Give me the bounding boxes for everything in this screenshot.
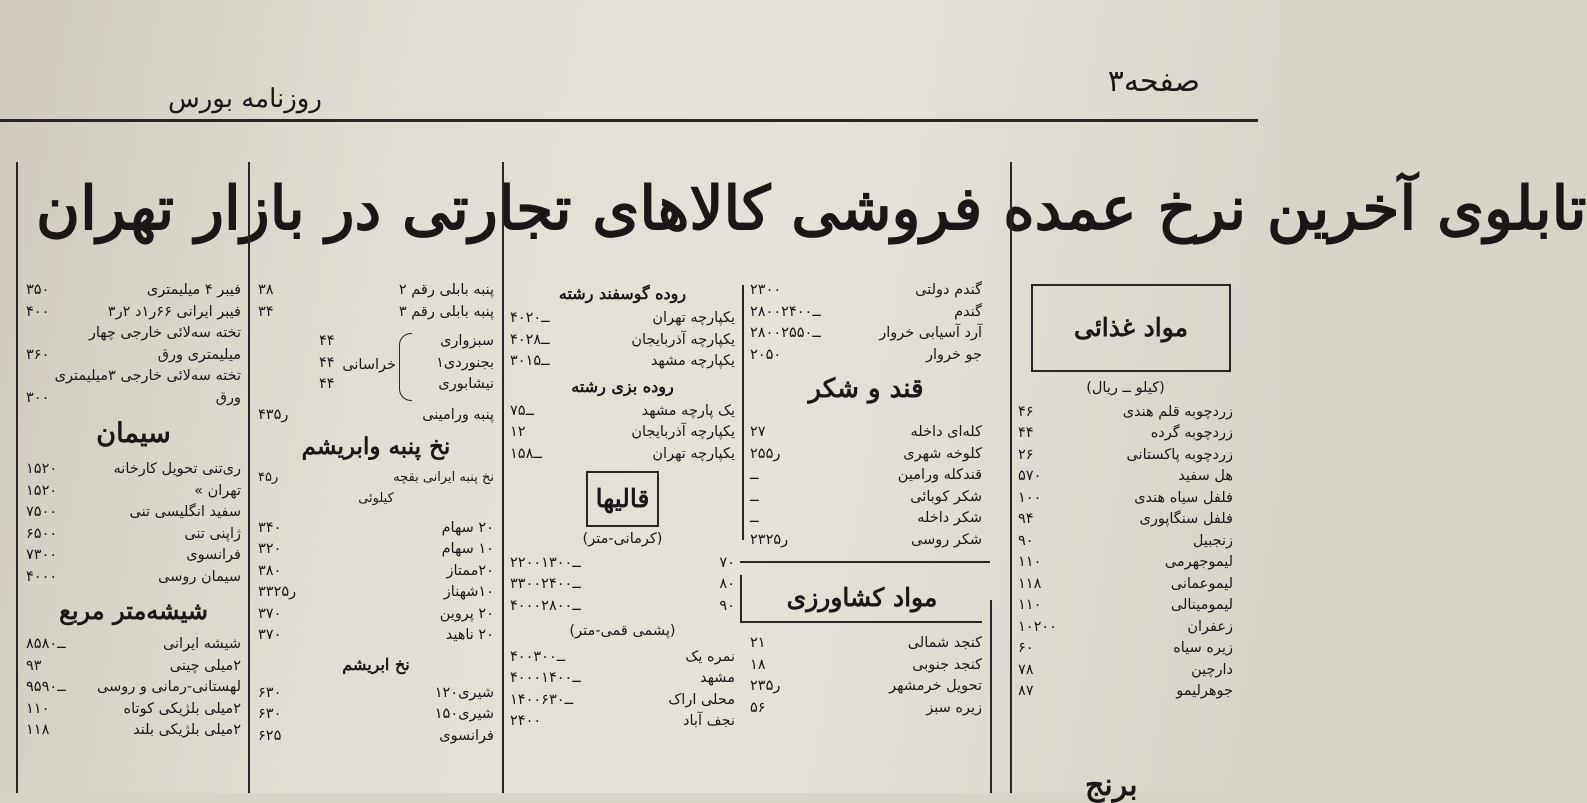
item-price: ۳۶۰ (26, 346, 50, 363)
item-name: ۲۰ ناهید (445, 627, 494, 643)
item-name: ۲میلی بلژیکی بلند (133, 722, 241, 738)
item-name: فیبر ایرانی ۶۶ر۱د ۲ر۳ (107, 303, 241, 320)
item-price: ۱۵ــ۸ (510, 445, 542, 462)
item-price: ۱۱۰ (26, 700, 50, 717)
sugar-list (750, 422, 982, 551)
item-price: ۱۱۸ (1018, 575, 1042, 592)
item-price: ۱۰۰ (1018, 489, 1042, 506)
item-price: ۴۶ (1018, 403, 1034, 420)
newspaper-name: روزنامه بورس (168, 84, 322, 114)
item-price: ــ (750, 510, 759, 526)
item-name: کنجد شمالی (907, 635, 982, 651)
item-name: پنبه ورامینی (422, 407, 494, 423)
item-price: ۹۰ (1018, 532, 1034, 549)
yarn-title: نخ پنبه وابریشم (301, 432, 451, 460)
yarn-subtitle-price: ۴ر۵ (258, 469, 279, 485)
price-row (510, 401, 735, 423)
price-row (1018, 488, 1233, 510)
item-name: یکپارچه تهران (652, 445, 735, 462)
column-divider (248, 162, 250, 793)
cement-list (26, 459, 241, 588)
grain-list (750, 280, 982, 366)
item-price: ۴۳ر۵ (258, 407, 289, 423)
price-row (26, 720, 241, 742)
price-row (750, 508, 982, 530)
item-name: سبزواری (440, 333, 494, 349)
price-row (26, 345, 241, 367)
item-name: کنجد جنوبی (912, 656, 982, 673)
item-price: ۳۳۲ر۵ (258, 584, 297, 600)
price-row (1018, 445, 1233, 467)
item-name: مشهد (700, 670, 735, 686)
price-row (258, 704, 494, 726)
item-name: شکر کوبائی (910, 488, 982, 505)
price-row (258, 405, 494, 427)
next-section-fragment: برنج (1085, 768, 1138, 803)
item-name: یکپارچه تهران (652, 310, 735, 326)
item-price: ۴۴ (319, 354, 335, 371)
price-row (1018, 552, 1233, 574)
price-row (1018, 660, 1233, 682)
price-row (510, 422, 735, 444)
item-price: ۳۳۰۰ــ۲۴۰۰ (510, 576, 581, 592)
item-price: ۱۸ (750, 656, 766, 673)
item-price: ۲۳ر۲۵ (750, 531, 789, 548)
item-price: ۱۱۸ (26, 722, 50, 738)
yarn-subtitle: نخ پنبه ایرانی بقچه (393, 469, 494, 485)
item-name: بجنوردی۱ (436, 354, 494, 371)
item-price: ۱۰۲۰۰ (1018, 618, 1057, 635)
price-row (258, 518, 494, 540)
item-name: تخته سه‌لائی خارجی ۳میلیمتری (54, 368, 241, 384)
item-price: ۳۲۰ (258, 541, 282, 557)
yarn-unit: کیلوئی (358, 491, 394, 506)
item-name: پنبه بابلی رقم ۳ (398, 303, 494, 320)
item-name: ۲میلی بلژیکی کوتاه (123, 700, 241, 717)
item-price: ــ (750, 467, 759, 483)
agriculture-list (750, 633, 982, 719)
item-price: ۱۵۲۰ (26, 461, 58, 477)
cotton-column (258, 280, 494, 747)
item-price: ۳۵۰ (26, 282, 50, 298)
price-row (750, 698, 982, 720)
price-row (1018, 595, 1233, 617)
goat-casing-title: روده بزی رشته (571, 376, 674, 396)
item-price: ۴۴ (1018, 425, 1034, 441)
cotton-list (258, 280, 494, 323)
kerman-carpet-unit: (کرمانی-متر) (582, 531, 663, 547)
item-price: ۱۱۰ (1018, 554, 1042, 570)
price-row (510, 308, 735, 330)
item-price: ۲۴۰۰ (510, 713, 542, 729)
item-name: ژاپنی تنی (184, 525, 241, 542)
item-name: فیبر ۴ میلیمتری (146, 282, 241, 298)
price-row (510, 596, 735, 618)
price-row (258, 625, 494, 647)
item-price: ۱۴۰۰ــ۶۳۰ (510, 691, 574, 708)
item-price: ۲۲۰۰ــ۱۳۰۰ (510, 554, 581, 571)
building-column (26, 280, 241, 742)
price-row (26, 502, 241, 524)
price-row (1018, 509, 1233, 531)
item-price: ۲۵ر۵ (750, 445, 781, 462)
column-divider (1010, 162, 1012, 793)
price-row (750, 422, 982, 444)
item-name: یکپارچه آذربایجان (631, 331, 735, 348)
price-row (258, 604, 494, 626)
price-row (750, 655, 982, 677)
item-name: نیشابوری (438, 376, 494, 392)
price-row (26, 656, 241, 678)
item-price: ۶۳۰ (258, 684, 282, 701)
qom-carpet-unit: (پشمی قمی-متر) (569, 623, 676, 639)
item-name: ۸۰ (719, 576, 735, 592)
item-name: جوهرلیمو (1176, 683, 1233, 699)
item-name: ۲۰ پروین (439, 605, 494, 622)
item-name: نمره یک (685, 648, 735, 665)
item-price: ۳۷۰ (258, 605, 282, 622)
price-row (26, 388, 241, 410)
column-divider (990, 600, 992, 793)
item-price: ۴۰ــ۲۸ (510, 331, 550, 348)
price-row (1018, 638, 1233, 660)
price-row (750, 676, 982, 698)
price-row (510, 553, 735, 575)
item-name: تخته سه‌لائی خارجی چهار (88, 325, 241, 341)
item-price: ۷۳۰۰ (26, 547, 58, 563)
item-price: ۳۰۰ (26, 389, 50, 406)
item-name: شیری۱۵۰ (434, 706, 494, 722)
item-name: محلی اراک (668, 691, 735, 708)
item-name: ۲۰ سهام (441, 519, 494, 536)
item-name: ورق (215, 389, 241, 406)
item-name: فلفل سیاه هندی (1134, 489, 1233, 506)
item-name: شکر داخله (917, 510, 982, 526)
item-name: زیره سبز (926, 699, 982, 716)
price-row (510, 574, 735, 596)
price-row (258, 302, 494, 324)
price-row (750, 323, 982, 345)
item-price: ۲۶ (1018, 446, 1034, 463)
item-name: ۹۰ (719, 597, 735, 614)
item-price: ۶۳۰ (258, 706, 282, 722)
sheep-casing-title: روده گوسفند رشته (558, 284, 687, 303)
item-name: سیمان روسی (158, 568, 241, 585)
item-price: ۴۰۰ــ۳۰۰ (510, 648, 566, 665)
price-row (258, 726, 494, 748)
item-price: ۵۷۰ (1018, 468, 1042, 484)
item-name: یکپارچه آذربایجان (631, 424, 735, 440)
item-name: ۷۰ (719, 554, 735, 571)
price-row (510, 647, 735, 669)
casing-column (510, 280, 735, 733)
price-row (26, 481, 241, 503)
price-row (26, 459, 241, 481)
item-name: جو خروار (925, 346, 982, 363)
item-name: ری‌تنی تحویل کارخانه (113, 461, 241, 477)
item-price: ۱۵۲۰ (26, 482, 58, 499)
price-row (510, 711, 735, 733)
item-name: لیمومینالی (1170, 597, 1233, 613)
item-name: زردچوبه قلم هندی (1122, 403, 1233, 420)
item-name: هل سفید (1178, 468, 1233, 484)
item-price: ۲۸۰۰ــ۲۴۰۰ (750, 303, 821, 320)
item-name: پنبه بابلی رقم ۲ (398, 282, 494, 298)
item-price: ۶۲۵ (258, 727, 282, 744)
price-row (1018, 423, 1233, 445)
item-price: ۹۵ــ۹۰ (26, 679, 66, 695)
price-row (510, 668, 735, 690)
item-price: ۶۵۰۰ (26, 525, 58, 542)
price-row (26, 323, 241, 345)
price-row (510, 351, 735, 373)
item-name: یکپارچه مشهد (650, 353, 735, 369)
price-row (258, 582, 494, 604)
price-row (258, 561, 494, 583)
item-price: ۴۰۰۰ــ۲۸۰۰ (510, 597, 581, 614)
price-row (26, 366, 241, 388)
header-rule (0, 119, 1258, 122)
item-price: ۶۰ (1018, 640, 1034, 656)
price-row (750, 302, 982, 324)
item-price: ۴۰۰۰ (26, 568, 58, 585)
item-name: ۲۰ممتاز (446, 562, 494, 579)
price-row (26, 567, 241, 589)
kerman-carpet-list (510, 553, 735, 618)
price-row (258, 280, 494, 302)
price-row (1018, 574, 1233, 596)
item-name: کله‌ای داخله (910, 424, 982, 440)
item-name: کلوخه شهری (903, 445, 982, 462)
item-name: میلیمتری ورق (157, 346, 241, 363)
item-price: ۷۵۰۰ (26, 504, 58, 520)
fiberboard-list (26, 280, 241, 409)
item-name: لیموجهرمی (1164, 554, 1233, 570)
price-row (750, 345, 982, 367)
item-name: گندم دولتی (915, 282, 982, 298)
silk-list (258, 683, 494, 748)
price-row (750, 487, 982, 509)
price-row (26, 634, 241, 656)
item-name: شکر روسی (910, 531, 982, 548)
item-name: زعفران (1187, 618, 1233, 635)
item-price: ۲۰۵۰ (750, 346, 782, 363)
item-price: ۳۴ (258, 303, 274, 320)
price-row (1018, 531, 1233, 553)
price-row (1018, 681, 1233, 703)
item-name: فلفل سنگاپوری (1139, 511, 1233, 527)
item-name: دارچین (1191, 661, 1233, 678)
item-price: ۳۷۰ (258, 627, 282, 643)
item-name: تهران » (194, 482, 241, 499)
khorasan-label: خراسانی (342, 357, 396, 373)
item-name: زیره سیاه (1173, 640, 1233, 656)
glass-title: شیشه‌متر مربع (59, 596, 208, 625)
varamin-cotton-list (258, 405, 494, 427)
food-list (1018, 402, 1233, 703)
price-row (510, 690, 735, 712)
price-row (26, 280, 241, 302)
item-price: ۸۵ــ۸۰ (26, 636, 66, 652)
item-name: زنجبیل (1192, 532, 1233, 549)
price-row (26, 302, 241, 324)
silk-title: نخ ابریشم (342, 654, 410, 674)
price-row (258, 683, 494, 705)
item-price: ۱۱۰ (1018, 597, 1042, 613)
price-row (1018, 617, 1233, 639)
item-name: زردچوبه گرده (1150, 425, 1233, 441)
item-name: گندم (954, 303, 982, 320)
item-name: قندکله ورامین (897, 467, 982, 483)
item-price: ۷ــ۵ (510, 402, 535, 419)
sugar-title: قند و شکر (808, 374, 924, 404)
price-row (26, 699, 241, 721)
item-name: ۱۰شهناز (443, 584, 494, 600)
item-price: ۳۸ (258, 282, 274, 298)
column-divider (502, 162, 504, 793)
item-name: تحویل خرمشهر (889, 678, 982, 694)
goat-casing-list (510, 401, 735, 466)
price-row (1018, 402, 1233, 424)
item-price: ۲۱ (750, 635, 766, 651)
price-row (750, 280, 982, 302)
carpets-title: قالیها (586, 471, 660, 527)
item-price: ۴۴ (319, 376, 335, 392)
item-price: ۴۰ــ۲۰ (510, 310, 550, 326)
yarn-list (258, 518, 494, 647)
food-unit: (کیلو ــ ریال) (1086, 380, 1165, 396)
item-name: شیشه ایرانی (162, 636, 241, 652)
item-price: ۴۰۰۰ــ۱۴۰۰ (510, 670, 581, 686)
item-price: ۳۴۰ (258, 519, 282, 536)
item-name: آرد آسیابی خروار (879, 325, 982, 341)
item-price: ۹۴ (1018, 511, 1034, 527)
price-row (510, 444, 735, 466)
item-price: ۲۳ر۵ (750, 678, 781, 694)
item-price: ۸۷ (1018, 683, 1034, 699)
item-name: نجف آباد (683, 713, 735, 729)
column-divider (16, 162, 18, 793)
grain-column (750, 280, 982, 719)
item-name: فرانسوی (186, 547, 241, 563)
khorasan-brace (399, 333, 412, 401)
item-price: ۲۸۰۰ــ۲۵۵۰ (750, 325, 821, 341)
price-row (258, 539, 494, 561)
page-number: صفحه۳ (1107, 64, 1200, 99)
price-row (26, 677, 241, 699)
item-name: یک پارچه مشهد (641, 402, 735, 419)
price-row (750, 530, 982, 552)
price-row (750, 465, 982, 487)
item-name: سفید انگلیسی تنی (129, 504, 241, 520)
price-row (26, 545, 241, 567)
item-price: ۵۶ (750, 699, 766, 716)
item-name: لهستانی-رمانی و روسی (97, 679, 241, 695)
glass-list (26, 634, 241, 742)
item-price: ۴۰۰ (26, 303, 50, 320)
headline: تابلوی آخرین نرخ عمده فروشی کالاهای تجارتی در بازار تهران (36, 174, 1587, 244)
item-price: ۳۰ــ۱۵ (510, 353, 550, 369)
item-price: ۲۳۰۰ (750, 282, 782, 298)
item-price: ۱۲ (510, 424, 526, 440)
price-row (510, 330, 735, 352)
food-column (1018, 280, 1233, 703)
cement-title: سیمان (96, 418, 171, 449)
agriculture-title: مواد کشاورزی (740, 575, 982, 623)
item-name: لیموعمانی (1170, 575, 1233, 592)
item-name: ۱۰ سهام (441, 541, 494, 557)
food-title: مواد غذائی (1031, 284, 1231, 372)
item-name: شیری۱۲۰ (434, 684, 494, 701)
item-price: ۳۸۰ (258, 562, 282, 579)
qom-carpet-list (510, 647, 735, 733)
price-row (750, 633, 982, 655)
price-row (750, 444, 982, 466)
price-row (1018, 466, 1233, 488)
item-price: ۷۸ (1018, 661, 1034, 678)
price-row (26, 524, 241, 546)
column-divider (742, 285, 744, 540)
item-price: ۴۴ (319, 333, 335, 349)
item-price: ــ (750, 488, 759, 505)
item-name: زردچوبه پاکستانی (1126, 446, 1233, 463)
item-name: فرانسوی (439, 727, 494, 744)
item-price: ۲۷ (750, 424, 766, 440)
item-name: ۲میلی چینی (169, 657, 241, 674)
sheep-casing-list (510, 308, 735, 373)
item-price: ۹۳ (26, 657, 42, 674)
